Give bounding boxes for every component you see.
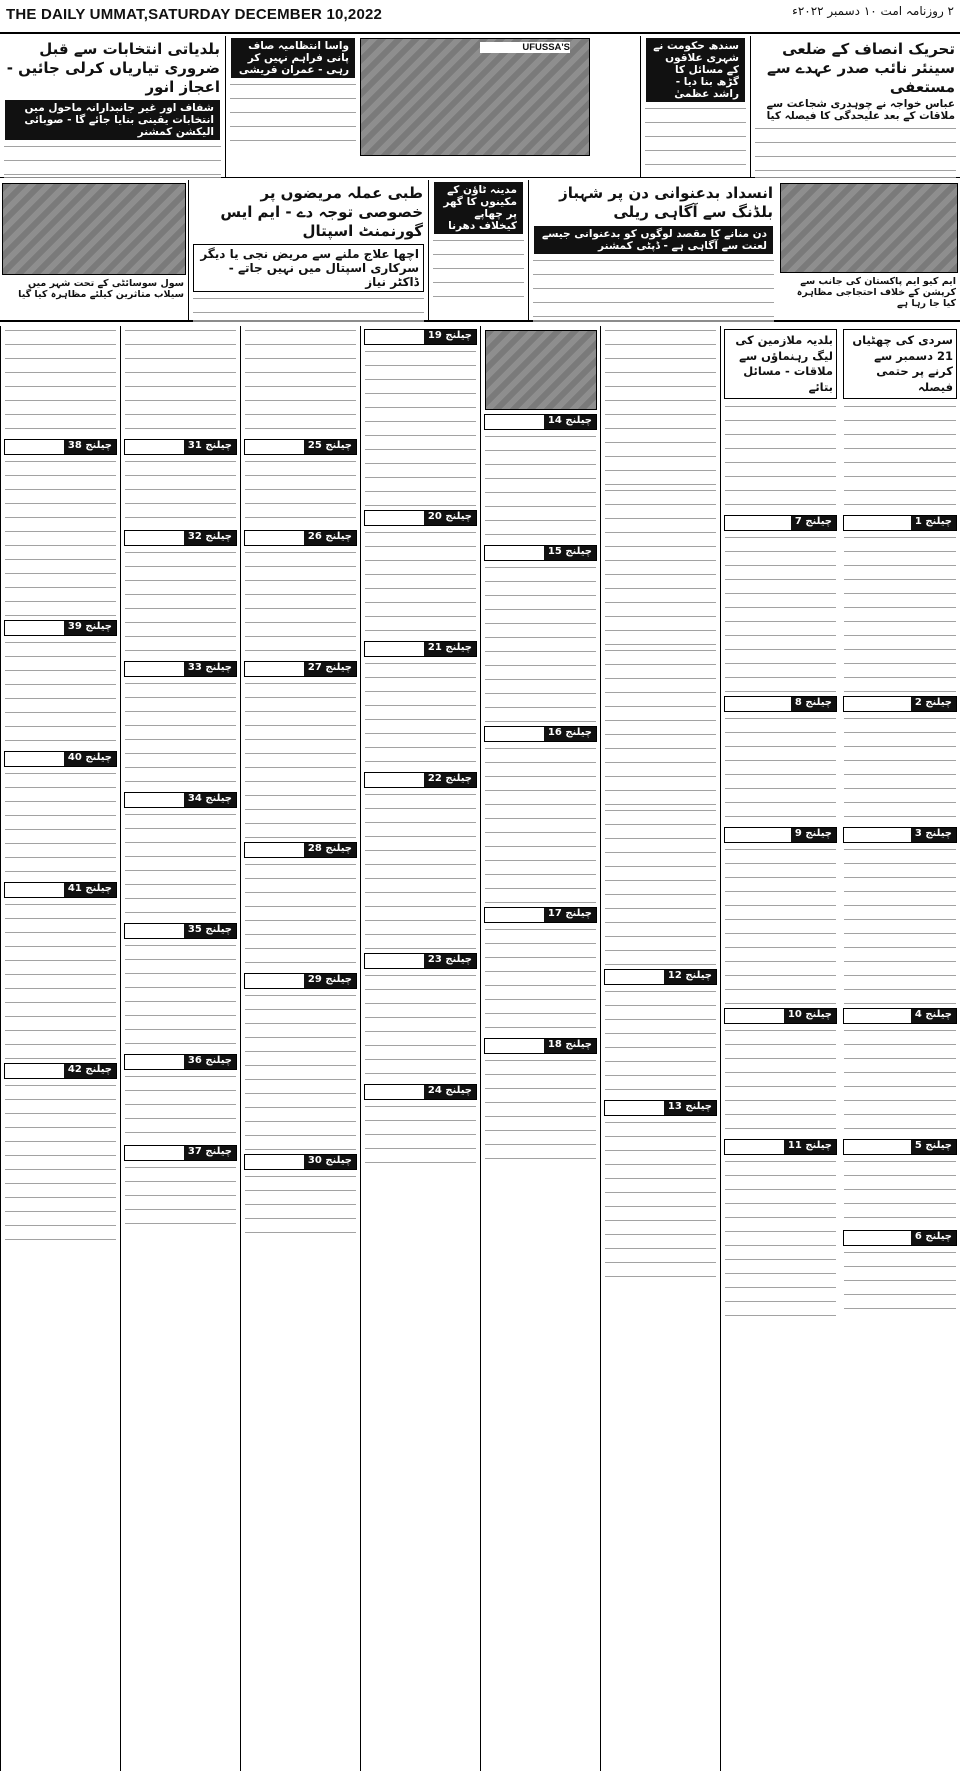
news-photo-flood-protest (2, 183, 186, 275)
notice-number: چیلنج 37 (184, 1146, 236, 1160)
notice-header (724, 515, 837, 531)
story-subheadline: عباس خواجہ نے چوہدری شجاعت سے ملاقات کے بعد علیحدگی کا فیصلہ کیا (766, 98, 955, 123)
notice-text-lines (365, 528, 476, 638)
notice-text-lines (725, 1157, 836, 1317)
notice-text-lines (605, 326, 716, 486)
story-text-lines (4, 142, 221, 178)
notice-text-lines (365, 1102, 476, 1172)
notice-header (244, 530, 357, 546)
notice-text-lines (5, 326, 116, 436)
notice-number: چیلنج 42 (64, 1064, 116, 1078)
news-photo-mqm-protest (780, 183, 958, 273)
notice-header (724, 827, 837, 843)
notice-number: چیلنج 1 (911, 516, 956, 530)
notice-number: چیلنج 12 (664, 970, 716, 984)
notice-header (484, 1038, 597, 1054)
notice-text-lines (844, 845, 956, 1005)
notice-header (4, 439, 117, 455)
notice-number: چیلنج 28 (304, 843, 356, 857)
notice-header (124, 1145, 237, 1161)
notice-text-lines (125, 941, 236, 1051)
notices-column-4 (480, 326, 600, 1771)
notice-text-lines (725, 402, 836, 512)
notice-number: چیلنج 16 (544, 727, 596, 741)
story-anti-corruption-rally (528, 180, 778, 322)
notice-text-lines (245, 1172, 356, 1242)
notice-number: چیلنج 9 (791, 828, 836, 842)
notice-text-lines (125, 326, 236, 436)
notice-header (124, 530, 237, 546)
notice-text-lines (245, 860, 356, 970)
story-madina-town (428, 180, 528, 322)
top-news-strip (0, 36, 960, 178)
story-headline: تحریک انصاف کے ضلعی سینئر نائب صدر عہدے سے مستعفی (767, 40, 955, 96)
story-text-lines (230, 80, 356, 150)
news-photo-protest (360, 38, 590, 156)
notice-header (604, 1100, 717, 1116)
notice-header (843, 1230, 957, 1246)
notice-text-lines (245, 679, 356, 839)
notice-text-lines (125, 1163, 236, 1233)
notice-number: چیلنج 7 (791, 516, 836, 530)
notice-header (4, 620, 117, 636)
notice-number: چیلنج 31 (184, 440, 236, 454)
notice-text-lines (844, 1157, 956, 1227)
notice-number: چیلنج 6 (911, 1231, 956, 1245)
notice-number: چیلنج 3 (911, 828, 956, 842)
notice-text-lines (5, 457, 116, 617)
notice-number: چیلنج 14 (544, 415, 596, 429)
notice-header (843, 827, 957, 843)
notice-number: چیلنج 23 (424, 954, 476, 968)
news-photo-children (485, 330, 597, 410)
notices-column-6 (240, 326, 360, 1771)
masthead-urdu-date: ۲ روزنامہ امت ۱۰ دسمبر ۲۰۲۲ء (792, 4, 954, 18)
notices-column-5 (360, 326, 480, 1771)
notice-header (843, 1139, 957, 1155)
story-tag: مدینہ ٹاؤن کے مکینوں کا گھر پر چھاپے کیخلاف دھرنا (434, 182, 523, 234)
notice-number: چیلنج 24 (424, 1085, 476, 1099)
notice-text-lines (725, 533, 836, 693)
notice-number: چیلنج 19 (424, 330, 476, 344)
notice-text-lines (605, 1118, 716, 1278)
notice-text-lines (365, 659, 476, 769)
notice-text-lines (844, 1248, 956, 1318)
column-headline: سردی کی چھٹیاں 21 دسمبر سے کرنے پر حتمی فیصلہ (843, 329, 957, 399)
notices-column-8 (0, 326, 120, 1771)
notice-header (364, 329, 477, 345)
story-subheadline: اچھا علاج ملنے سے مریض نجی یا دیگر سرکاری اسپتال میں نہیں جاتے - ڈاکٹر نیاز (193, 244, 424, 292)
story-text-lines (533, 256, 774, 323)
story-headline: بلدیاتی انتخابات سے قبل ضروری تیاریاں کرلی جائیں - اعجاز انور (6, 40, 220, 96)
notice-header (124, 1054, 237, 1070)
notice-header (244, 661, 357, 677)
notice-number: چیلنج 34 (184, 793, 236, 807)
notice-text-lines (485, 925, 596, 1035)
notices-column-3 (600, 326, 720, 1771)
notice-text-lines (125, 810, 236, 920)
notice-header (364, 641, 477, 657)
notice-text-lines (365, 347, 476, 507)
notice-number: چیلنج 5 (911, 1140, 956, 1154)
notice-number: چیلنج 10 (784, 1009, 836, 1023)
notices-column-1 (840, 326, 960, 1771)
notice-text-lines (125, 457, 236, 527)
notice-text-lines (125, 679, 236, 789)
story-pti-resignation (750, 36, 960, 178)
notice-text-lines (844, 533, 956, 693)
story-tag: دن منانے کا مقصد لوگوں کو بدعنوانی جیسے لعنت سے آگاہی ہے - ڈپٹی کمشنر (534, 226, 773, 254)
notice-header (724, 696, 837, 712)
notice-text-lines (5, 900, 116, 1060)
notice-number: چیلنج 2 (911, 697, 956, 711)
notice-header (124, 439, 237, 455)
notice-header (604, 969, 717, 985)
notice-header (484, 726, 597, 742)
notice-header (244, 842, 357, 858)
notice-text-lines (5, 769, 116, 879)
notice-text-lines (485, 563, 596, 723)
notice-text-lines (725, 714, 836, 824)
notice-text-lines (605, 486, 716, 646)
notices-grid (0, 326, 960, 1771)
notice-header (364, 1084, 477, 1100)
notice-number: چیلنج 15 (544, 546, 596, 560)
notice-number: چیلنج 40 (64, 752, 116, 766)
notice-number: چیلنج 18 (544, 1039, 596, 1053)
story-wasa (225, 36, 360, 178)
notice-text-lines (125, 1072, 236, 1142)
notice-text-lines (725, 1026, 836, 1136)
notice-header (124, 923, 237, 939)
notice-number: چیلنج 8 (791, 697, 836, 711)
story-tag: واسا انتظامیہ صاف پانی فراہم نہیں کر رہی - عمران قریشی (231, 38, 355, 78)
notice-text-lines (725, 845, 836, 1005)
notice-text-lines (844, 714, 956, 824)
second-news-row (0, 180, 960, 322)
notice-number: چیلنج 30 (304, 1155, 356, 1169)
notice-number: چیلنج 22 (424, 773, 476, 787)
notice-number: چیلنج 39 (64, 621, 116, 635)
story-headline: انسداد بدعنوانی دن پر شہباز بلڈنگ سے آگاہی ریلی (559, 184, 773, 221)
photo-caption: سول سوسائٹی کے تحت شہر میں سیلاب متاثرین کیلئے مظاہرہ کیا گیا (4, 278, 184, 300)
notice-text-lines (245, 457, 356, 527)
photo-caption: ایم کیو ایم پاکستان کی جانب سے کرپشن کے خلاف احتجاجی مظاہرہ کیا جا رہا ہے (782, 276, 956, 309)
story-sindh-govt (640, 36, 750, 178)
story-headline: طبی عملہ مریضوں پر خصوصی توجہ دے - ایم ایس گورنمنٹ اسپتال (220, 184, 423, 240)
notice-text-lines (365, 971, 476, 1081)
notice-text-lines (485, 432, 596, 542)
story-text-lines (193, 294, 424, 322)
masthead-title: THE DAILY UMMAT,SATURDAY DECEMBER 10,2022 (6, 6, 383, 23)
notice-number: چیلنج 29 (304, 974, 356, 988)
notice-header (244, 973, 357, 989)
notice-text-lines (485, 1056, 596, 1166)
notices-column-7 (120, 326, 240, 1771)
notice-header (484, 414, 597, 430)
notice-header (843, 1008, 957, 1024)
notice-number: چیلنج 4 (911, 1009, 956, 1023)
notice-header (484, 907, 597, 923)
notice-text-lines (245, 326, 356, 436)
notice-number: چیلنج 32 (184, 531, 236, 545)
notice-text-lines (245, 548, 356, 658)
notice-text-lines (844, 402, 956, 512)
notice-number: چیلنج 26 (304, 531, 356, 545)
notice-header (4, 751, 117, 767)
notice-text-lines (5, 638, 116, 748)
notice-header (124, 792, 237, 808)
story-govt-hospital (188, 180, 428, 322)
masthead (0, 0, 960, 34)
notice-header (4, 1063, 117, 1079)
notice-text-lines (125, 548, 236, 658)
notice-text-lines (485, 744, 596, 904)
notice-header (484, 545, 597, 561)
notice-number: چیلنج 21 (424, 642, 476, 656)
story-tag: سندھ حکومت نے شہری علاقوں کے مسائل کا گڑھ بنا دیا - راشد عظمیٰ (646, 38, 745, 102)
story-text-lines (645, 104, 746, 174)
column-headline: بلدیہ ملازمین کی لیگ رہنماؤں سے ملاقات - مسائل بتائے (724, 329, 837, 399)
notice-number: چیلنج 27 (304, 662, 356, 676)
notice-number: چیلنج 35 (184, 924, 236, 938)
notice-header (364, 953, 477, 969)
story-tag: شفاف اور غیر جانبدارانہ ماحول میں انتخابات یقینی بنایا جائے گا - صوبائی الیکشن کمشنر (5, 100, 220, 140)
notices-column-2 (720, 326, 840, 1771)
notice-header (724, 1008, 837, 1024)
notice-number: چیلنج 20 (424, 511, 476, 525)
notice-header (364, 772, 477, 788)
notice-number: چیلنج 33 (184, 662, 236, 676)
story-text-lines (755, 124, 956, 178)
notice-header (843, 696, 957, 712)
notice-header (364, 510, 477, 526)
notice-header (843, 515, 957, 531)
notice-text-lines (605, 646, 716, 806)
notice-number: چیلنج 17 (544, 908, 596, 922)
notice-number: چیلنج 36 (184, 1055, 236, 1069)
notice-number: چیلنج 13 (664, 1101, 716, 1115)
notice-header (124, 661, 237, 677)
story-text-lines (433, 236, 524, 306)
story-local-elections (0, 36, 225, 178)
notice-header (4, 882, 117, 898)
notice-text-lines (605, 806, 716, 966)
notice-number: چیلنج 41 (64, 883, 116, 897)
notice-text-lines (245, 991, 356, 1151)
notice-text-lines (605, 987, 716, 1097)
notice-number: چیلنج 38 (64, 440, 116, 454)
notice-number: چیلنج 25 (304, 440, 356, 454)
photo-sign-text: UFUSSA'S (480, 42, 570, 53)
notice-header (724, 1139, 837, 1155)
notice-header (244, 439, 357, 455)
notice-number: چیلنج 11 (784, 1140, 836, 1154)
notice-header (244, 1154, 357, 1170)
notice-text-lines (365, 790, 476, 950)
notice-text-lines (844, 1026, 956, 1136)
notice-text-lines (5, 1081, 116, 1241)
